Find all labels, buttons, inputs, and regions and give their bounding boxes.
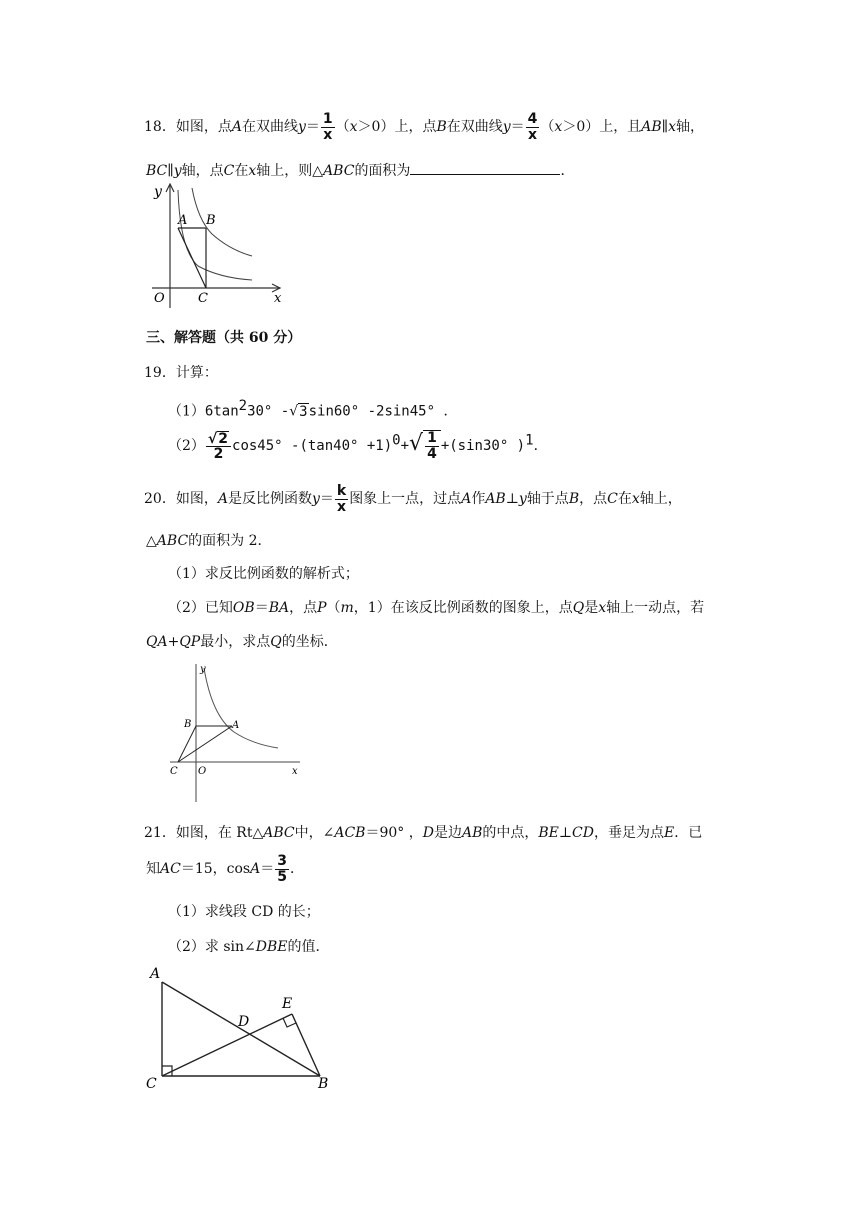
fraction-sqrt2-over-2: $\frac{√2}{2}$ <box>206 431 231 462</box>
q21-sub1: （1）求线段 CD 的长； <box>168 904 320 920</box>
q19-title: 19．计算： <box>144 365 218 381</box>
q19-part1: $(1)6\tan^230^\circ$ -√3sin60° -2sin45° ． <box>168 398 458 420</box>
fig18-label-y: y <box>154 184 162 200</box>
q20-sub2-line2: QA+QP最小，求点Q的坐标． <box>146 634 338 650</box>
q21-sub2: （2）求 sin∠DBE的值． <box>168 939 330 955</box>
q21-line1: 21．如图，在 Rt△ABC中，∠ACB＝90° ，D是边AB的中点，BE⊥CD，垂足为点E．已 <box>144 825 703 841</box>
fig20-label-A: A <box>232 720 240 731</box>
q19-part2: （2） $\frac{√2}{2}$ cos45° $-(\tan 40^\circ +1)^0+√$ $\frac{1}{4}$ +(sin30° )$^1$． <box>168 430 548 463</box>
fig18-label-O: O <box>154 291 165 306</box>
q21-figure <box>140 960 340 1095</box>
fig18-label-A: A <box>178 213 188 228</box>
q20-sub2: （2）已知OB＝BA，点P（m，1）在该反比例函数的图象上，点Q是x轴上一动点，若 <box>168 600 705 616</box>
fraction-3-over-5: $\frac{3}{5}$ <box>277 853 287 885</box>
fig21-label-E: E <box>282 996 293 1012</box>
fig20-label-C: C <box>170 766 178 777</box>
fig21-label-A: A <box>150 966 161 982</box>
q20-line2: △ABC的面积为 2． <box>146 533 272 549</box>
fig18-label-B: B <box>206 213 216 228</box>
q20-line1: 20．如图，A是反比例函数y＝ $\frac{k}{x}$ 图象上一点，过点A作AB⊥y轴于点B，点C在x轴上， <box>144 483 682 515</box>
fig20-label-B: B <box>184 719 192 730</box>
fraction-4-over-x: $\frac{4}{x}$ <box>527 111 538 143</box>
q18-line2: BC∥y轴，点C在x轴上，则△ABC的面积为 ． <box>146 160 574 180</box>
fraction-1-over-x: $\frac{1}{x}$ <box>322 111 333 143</box>
q18-figure <box>140 180 290 310</box>
fig18-label-x: x <box>274 291 282 306</box>
q18-line1: 18．如图，点A在双曲线y＝ $\frac{1}{x}$ （x＞0）上，点B在双曲线y＝ $\frac{4}{x}$ （x＞0）上，且AB∥x轴， <box>144 111 705 143</box>
fig21-label-C: C <box>146 1076 157 1092</box>
fraction-1-over-4: $\frac{1}{4}$ <box>427 430 437 462</box>
fig20-label-x: x <box>292 766 298 777</box>
q20-figure <box>160 660 310 810</box>
fig18-label-C: C <box>198 291 208 306</box>
fig21-label-B: B <box>318 1076 329 1092</box>
answer-blank[interactable] <box>410 160 560 175</box>
section-heading: 三、解答题（共 60 分） <box>146 330 302 346</box>
fig21-label-D: D <box>238 1014 250 1030</box>
q20-sub1: （1）求反比例函数的解析式； <box>168 566 359 582</box>
fig20-label-y: y <box>200 664 206 675</box>
fraction-k-over-x: $\frac{k}{x}$ <box>336 483 347 515</box>
q21-line2: 知AC＝15，cosA＝ $\frac{3}{5}$ ． <box>146 853 304 885</box>
fig20-label-O: O <box>198 766 207 777</box>
